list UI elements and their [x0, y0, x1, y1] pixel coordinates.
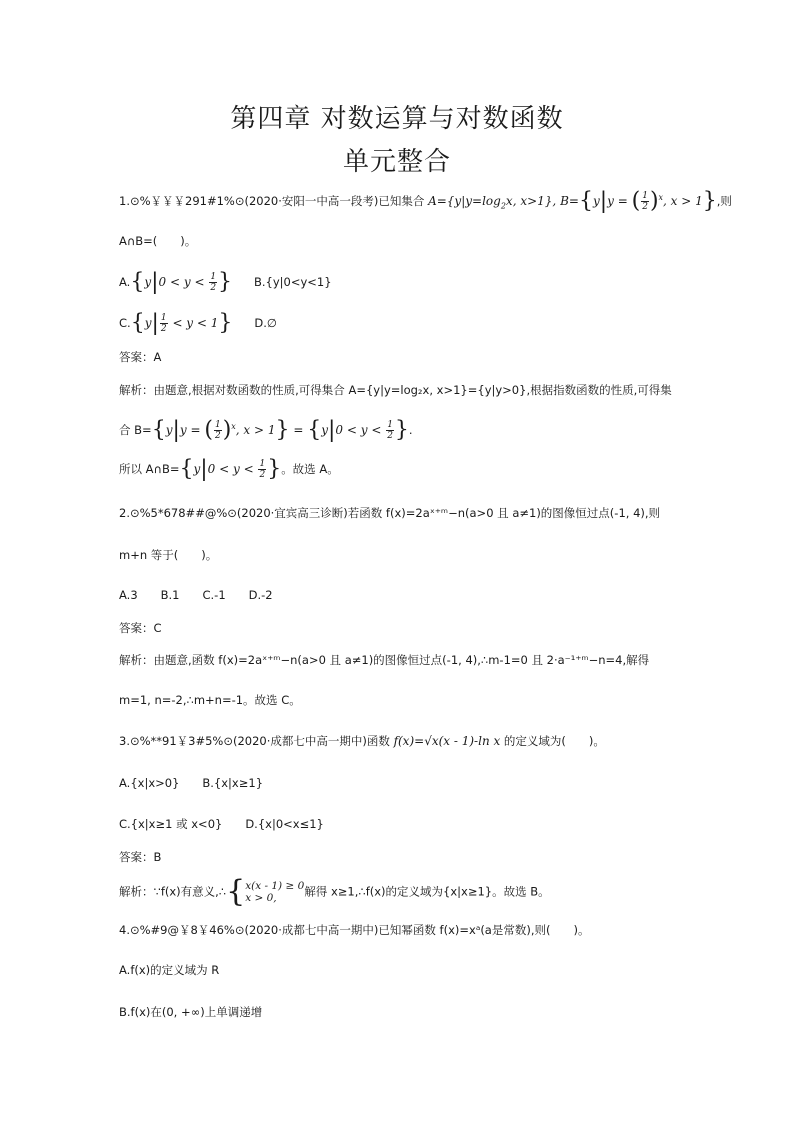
q3-answer: 答案：B	[119, 850, 162, 864]
q1-explanation-1: 解析：由题意,根据对数函数的性质,可得集合 A={y|y=log₂x, x>1}={y|y>0},根据指数函数的性质,可得集	[119, 383, 672, 397]
q2-options: A.3 B.1 C.-1 D.-2	[119, 588, 273, 602]
q3-options-cd: C.{x|x≥1 或 x<0} D.{x|0<x≤1}	[119, 817, 324, 831]
section-subtitle: 单元整合	[342, 147, 451, 177]
q1-options-cd: C.{y| $\frac{1}{2}$ < y < 1} D.∅	[119, 310, 277, 336]
q4-stem: 4.⊙%#9@￥8￥46%⊙(2020·成都七中高一期中)已知幂函数 f(x)=xᵃ(a是常数),则( )。	[119, 923, 590, 937]
q1-explanation-2: 合 B={y|y = ( $\frac{1}{2}$ )$^x$, x > 1} = {y|0 < y < $\frac{1}{2}$ }.	[119, 417, 413, 443]
q2-explanation-2: m=1, n=-2,∴m+n=-1。故选 C。	[119, 693, 301, 707]
q1-stem-continued: A∩B=( )。	[119, 234, 197, 248]
q1-answer: 答案：A	[119, 350, 162, 364]
q2-explanation-1: 解析：由题意,函数 f(x)=2aˣ⁺ᵐ−n(a>0 且 a≠1)的图像恒过点(-1, 4),∴m-1=0 且 2·a⁻¹⁺ᵐ−n=4,解得	[119, 653, 650, 667]
q4-option-b: B.f(x)在(0, +∞)上单调递增	[119, 1005, 263, 1019]
q1-explanation-3: 所以 A∩B={y|0 < y < $\frac{1}{2}$ }。故选 A。	[119, 456, 339, 482]
q2-stem-continued: m+n 等于( )。	[119, 548, 218, 562]
q3-options-ab: A.{x|x>0} B.{x|x≥1}	[119, 776, 264, 790]
q1-stem: 1.⊙%￥￥￥291#1%⊙(2020·安阳一中高一段考)已知集合 $A=\{y|y=\log_2x$, x>1}, B={y|y = ( $\frac{1}{2}$ )$^x$, x > 1},则	[119, 188, 732, 214]
q3-explanation: 解析：∵f(x)有意义,∴{x(x - 1) ≥ 0 x > 0, 解得 x≥1,∴f(x)的定义域为{x|x≥1}。故选 B。	[119, 874, 550, 909]
q2-answer: 答案：C	[119, 621, 162, 635]
q1-options-ab: A.{y|0 < y < $\frac{1}{2}$ } B.{y|0<y<1}	[119, 269, 332, 295]
q4-option-a: A.f(x)的定义域为 R	[119, 963, 220, 977]
chapter-title: 第四章 对数运算与对数函数	[230, 104, 564, 134]
q2-stem: 2.⊙%5*678##@%⊙(2020·宜宾高三诊断)若函数 f(x)=2aˣ⁺ᵐ−n(a>0 且 a≠1)的图像恒过点(-1, 4),则	[119, 506, 661, 520]
q3-stem: 3.⊙%**91￥3#5%⊙(2020·成都七中高一期中)函数 f(x)=√x(x - 1)-ln x 的定义域为( )。	[119, 734, 605, 748]
